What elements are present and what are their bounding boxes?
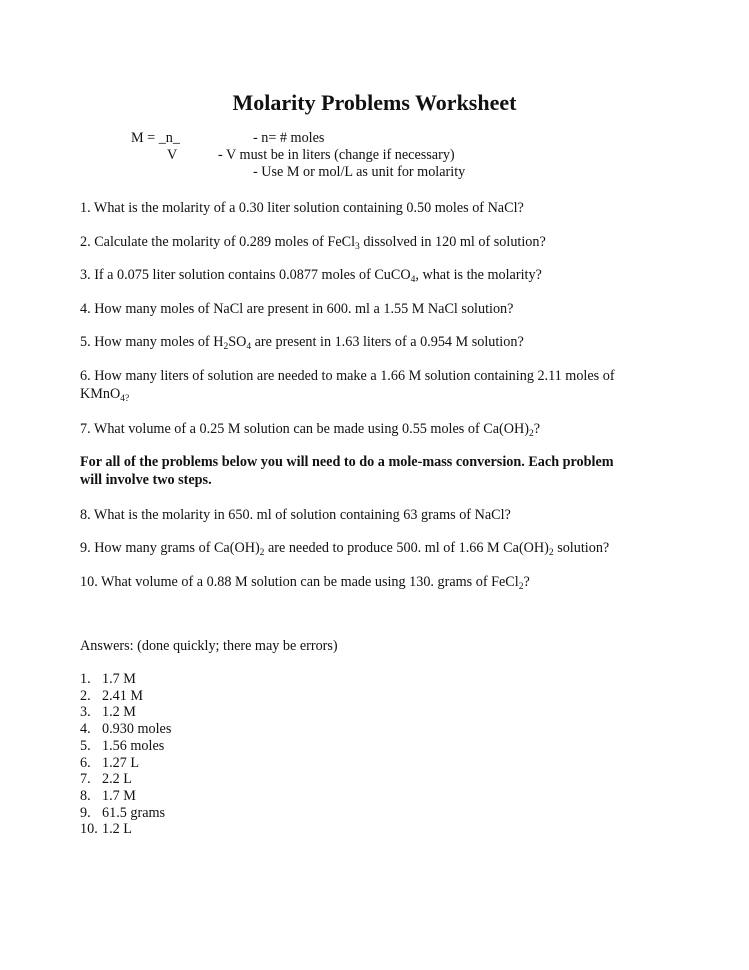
answer-value: 2.2 L [102,771,132,788]
question-9 [80,540,609,557]
answer-number: 6. [80,754,91,771]
question-text: ? [523,574,530,590]
subscript: 3 [355,242,360,252]
answer-item [80,788,136,805]
question-8 [80,507,511,524]
question-text: , what is the molarity? [415,267,542,283]
answer-item [80,721,171,738]
question-6 [80,368,615,385]
answer-number: 2. [80,687,91,704]
answer-number: 7. [80,771,91,788]
answer-value: 1.7 M [102,787,136,804]
answer-item [80,821,132,838]
question-6-cont [80,386,129,403]
question-text: 4. How many moles of NaCl are present in 600. ml a 1.55 M NaCl solution? [80,301,514,317]
formula-note: - V must be in liters (change if necessary) [218,147,455,163]
answer-value: 0.930 moles [102,721,172,738]
answer-value: 1.27 L [102,754,140,771]
question-text: solution? [553,540,610,556]
question-text: 1. What is the molarity of a 0.30 liter solution containing 0.50 moles of NaCl? [80,200,524,216]
answer-item [80,738,164,755]
question-7 [80,421,540,438]
answer-value: 1.2 M [102,704,136,721]
answer-number: 8. [80,787,91,804]
answer-number: 10. [80,821,98,838]
answer-item [80,671,136,688]
formula-denominator: V [167,147,178,163]
question-text: ? [533,421,540,437]
question-1 [80,200,524,217]
subscript: 4? [120,394,130,404]
answer-item [80,771,132,788]
question-text: 3. If a 0.075 liter solution contains 0.0877 moles of CuCO [80,267,411,283]
question-3 [80,267,542,284]
question-text: 2. Calculate the molarity of 0.289 moles of FeCl [80,234,356,250]
answer-value: 1.2 L [102,821,132,838]
question-text: 9. How many grams of Ca(OH) [80,540,260,556]
question-text: dissolved in 120 ml of solution? [359,234,546,250]
question-text: are needed to produce 500. ml of 1.66 M Ca(OH) [264,540,549,556]
page-title: Molarity Problems Worksheet [232,90,517,115]
subscript: 2 [528,429,534,439]
answer-number: 9. [80,804,91,821]
question-text: KMnO [80,386,121,402]
question-text: SO [228,334,247,350]
subscript: 4 [410,275,416,285]
instruction-line: For all of the problems below you will need to do a mole-mass conversion. Each problem [80,454,614,470]
formula-note: - Use M or mol/L as unit for molarity [253,164,466,180]
answer-value: 61.5 grams [102,804,166,821]
answer-item [80,688,143,705]
formula-note: - n= # moles [253,130,325,146]
answer-number: 5. [80,737,91,754]
question-2 [80,234,546,251]
question-text: 10. What volume of a 0.88 M solution can be made using 130. grams of FeCl [80,574,519,590]
question-text: 6. How many liters of solution are needed to make a 1.66 M solution containing 2.11 moles of [80,368,615,384]
answer-item [80,805,165,822]
question-text: 7. What volume of a 0.25 M solution can be made using 0.55 moles of Ca(OH) [80,421,529,437]
answer-number: 1. [80,671,91,687]
instruction-line: will involve two steps. [80,472,212,488]
question-5 [80,334,524,351]
subscript: 2 [548,548,554,558]
answer-item [80,755,139,772]
question-text: 8. What is the molarity in 650. ml of solution containing 63 grams of NaCl? [80,507,511,523]
subscript: 2 [259,548,265,558]
answer-value: 1.56 moles [102,737,165,754]
answers-heading: Answers: (done quickly; there may be errors) [80,638,338,654]
formula-lhs: M = _n_ [131,130,180,146]
question-4 [80,301,513,318]
answer-value: 2.41 M [102,687,143,704]
answer-number: 4. [80,721,91,738]
question-10 [80,574,530,591]
answer-value: 1.7 M [102,671,136,687]
answer-number: 3. [80,704,91,721]
subscript: 2 [518,582,524,592]
subscript: 2 [223,342,229,352]
question-text: are present in 1.63 liters of a 0.954 M solution? [251,334,524,350]
subscript: 4 [246,342,252,352]
answer-item [80,704,136,721]
question-text: 5. How many moles of H [80,334,224,350]
